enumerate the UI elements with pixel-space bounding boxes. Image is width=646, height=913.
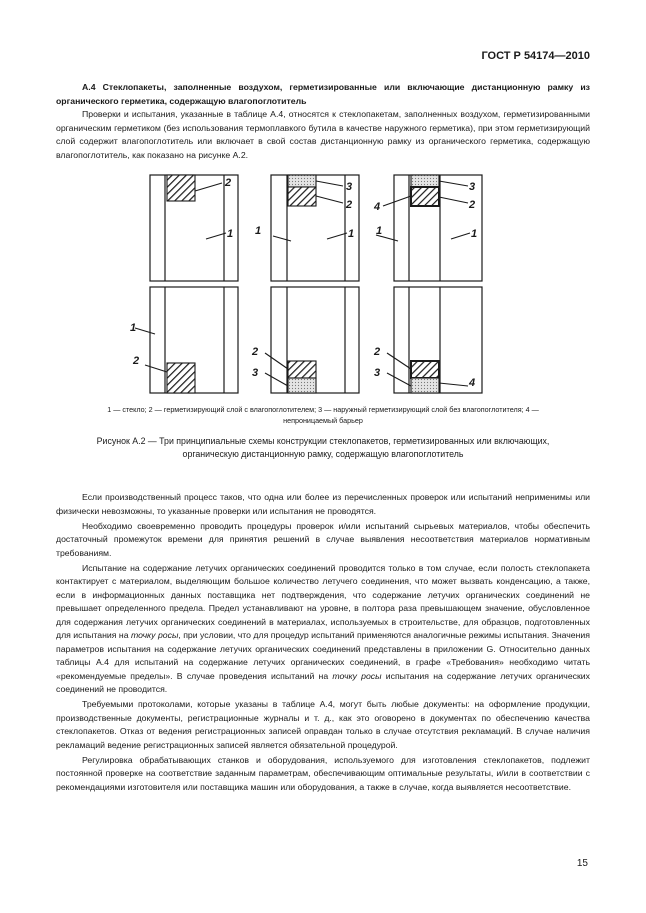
callout-1: 1 [471, 228, 478, 240]
callout-2: 2 [346, 199, 353, 211]
callout-1: 1 [130, 322, 137, 334]
paragraph: Регулировка обрабатывающих станков и оборудования, используемого для изготовления стеклопакетов, подлежит постоянной проверке на соответствие заданным параметрам, обеспечивающим оптимальные результаты, и/или в соответствии с рекомендациями изготовителя или поставщика машин или оборудования, а также в случае, когда выявляется несоответствие. [56, 754, 590, 792]
callout-4: 4 [469, 377, 476, 389]
seal-outer [288, 175, 316, 187]
seal-hatched [167, 175, 195, 201]
seal-with-barrier [411, 187, 439, 206]
callout-3: 3 [469, 181, 476, 193]
figure-caption: Рисунок А.2 — Три принципиальные схемы конструкции стеклопакетов, герметизированных или включающих, органическую дистанционную рамку, содержащую влагопоглотитель [96, 436, 550, 459]
paragraph [56, 562, 590, 697]
figure-a2 [0, 0, 646, 420]
callout-4: 4 [374, 201, 381, 213]
figure-legend: 1 — стекло; 2 — герметизирующий слой с влагопоглотителем; 3 — наружный герметизирующий слой без влагопоглотителя; 4 — непроницаемый барьер [107, 405, 539, 425]
paragraph-text: , при условии, что для процедур испытаний применяются аналогичные режимы испытания. Значения параметров испытания на содержание летучих органических соединений представлены в приложении G. Относительно данных таблицы А.4 для испытаний на содержание летучих органических соединений, в графе «Требования» необходимо читать «рекомендуемые пределы». В случае проведения испытаний на [56, 630, 590, 681]
seal-hatched [288, 187, 316, 206]
term-emphasis: точку росы [130, 630, 179, 640]
paragraph-text: Испытание на содержание летучих органических соединений проводится только в том случае, если полость стеклопакета контактирует с материалом, выделяющим большое количество летучего соединения, что может вызвать конденсацию, а также, если в информационных данных поставщика нет подтверждения, что содержание летучих органических соединений не превышает определенного предела. Предел устанавливают на уровне, в полтора раза превышающем значение, обусловленное для содержания летучих органических соединений в материалах, используемых в строительстве, для образцов, подготовленных для испытания на [56, 562, 590, 640]
callout-1: 1 [255, 225, 262, 237]
callout-2: 2 [133, 355, 140, 367]
seal-outer [411, 378, 439, 393]
body-text [56, 491, 590, 796]
paragraph-text: испытания на содержание летучих органических соединений не проводится. [56, 670, 590, 694]
page-number: 15 [576, 858, 588, 869]
section-heading: А.4 Стеклопакеты, заполненные воздухом, герметизированные или включающие дистанционную рамку из органического герметика, содержащую влагопоглотитель [56, 82, 590, 106]
callout-2: 2 [374, 346, 381, 358]
paragraph: Если производственный процесс таков, что одна или более из перечисленных проверок или испытаний неприменимы или физически невозможны, то указанные проверки или испытания не проводятся. [56, 492, 590, 516]
callout-1: 1 [348, 228, 355, 240]
term-emphasis: точку росы [332, 670, 382, 681]
section-paragraph: Проверки и испытания, указанные в таблице А.4, относятся к стеклопакетам, заполненных воздухом, герметизированными органическим герметиком (без использования термоплавкого бутила в качестве наружного герметика), при этом герметизирующий слой содержит влагопоглотитель или включает в свой состав дистанционную рамку из органического герметика, содержащую влагопоглотитель, как показано на рисунке А.2. [56, 109, 590, 160]
callout-2: 2 [225, 177, 232, 189]
seal-hatched [288, 361, 316, 378]
callout-3: 3 [346, 181, 353, 193]
callout-3: 3 [252, 367, 259, 379]
seal-outer [411, 175, 439, 187]
paragraph: Требуемыми протоколами, которые указаны в таблице А.4, могут быть любые документы: на оформление продукции, производственные документы, регистрационные журналы и т. д., как это оговорено в документах по обеспечению качества стеклопакетов. Отказ от ведения регистрационных записей оправдан только в случае отсутствия рекламаций. В случае наличия рекламаций ведение регистрационных записей является обязательной процедурой. [56, 699, 590, 750]
document-code: ГОСТ Р 54174—2010 [481, 50, 590, 62]
seal-with-barrier [411, 361, 439, 378]
callout-1: 1 [376, 225, 383, 237]
callout-1: 1 [227, 228, 234, 240]
callout-3: 3 [374, 367, 381, 379]
callout-2: 2 [252, 346, 259, 358]
paragraph: Необходимо своевременно проводить процедуры проверок и/или испытаний сырьевых материалов, чтобы обеспечить достаточный промежуток времени для принятия решений в случае выявления несоответствия материалов нормативным требованиям. [56, 520, 590, 558]
seal-hatched [167, 363, 195, 393]
callout-2: 2 [469, 199, 476, 211]
seal-outer [288, 378, 316, 393]
